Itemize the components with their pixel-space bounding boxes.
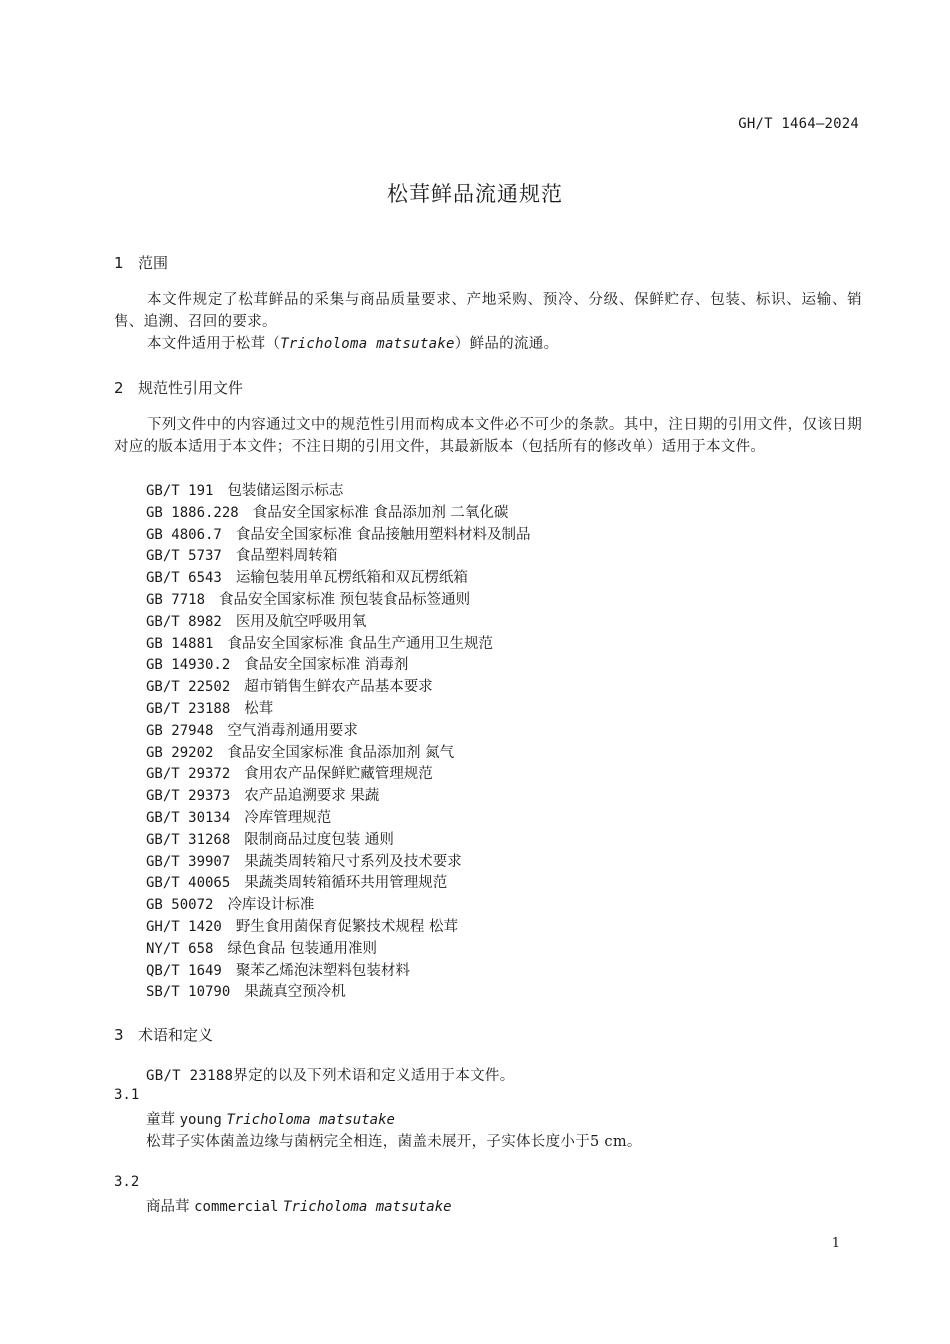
- reference-code: SB/T 10790: [146, 984, 231, 1001]
- reference-title: 聚苯乙烯泡沫塑料包装材料: [235, 962, 410, 979]
- reference-title: 空气消毒剂通用要求: [227, 722, 358, 739]
- reference-code: GB/T 30134: [146, 809, 231, 826]
- reference-item: [146, 917, 530, 939]
- reference-code: QB/T 1649: [146, 962, 222, 979]
- term-definition: 松茸子实体菌盖边缘与菌柄完全相连，菌盖未展开，子实体长度小于5 cm。: [146, 1134, 642, 1150]
- references-intro: 下列文件中的内容通过文中的规范性引用而构成本文件必不可少的条款。其中，注日期的引用文件，仅该日期对应的版本适用于本文件；不注日期的引用文件，其最新版本（包括所有的修改单）适用于本文件。: [114, 417, 862, 455]
- reference-item: [146, 721, 530, 743]
- reference-code: GB/T 8982: [146, 613, 222, 630]
- reference-code: NY/T 658: [146, 940, 214, 957]
- term-number: 3.1: [114, 1087, 140, 1103]
- reference-code: GB 7718: [146, 591, 206, 608]
- reference-code: GB/T 22502: [146, 679, 231, 696]
- reference-title: 包装储运图示标志: [227, 483, 344, 499]
- reference-item: [146, 634, 530, 656]
- reference-title: 食用农产品保鲜贮藏管理规范: [244, 766, 433, 783]
- reference-title: 冷库设计标准: [227, 897, 315, 914]
- reference-item: [146, 873, 530, 895]
- reference-title: 果蔬真空预冷机: [244, 984, 346, 1001]
- reference-code: GB/T 29373: [146, 788, 231, 805]
- reference-item: [146, 852, 530, 874]
- reference-code: GB/T 23188: [146, 1068, 234, 1084]
- reference-code: GB/T 40065: [146, 875, 231, 892]
- reference-code: GB 4806.7: [146, 526, 222, 543]
- term-heading: [146, 1108, 395, 1129]
- reference-item: [146, 895, 530, 917]
- reference-title: 果蔬类周转箱尺寸系列及技术要求: [244, 853, 462, 870]
- reference-title: 冷库管理规范: [244, 809, 332, 826]
- reference-code: GB 14930.2: [146, 657, 231, 674]
- reference-code: GB 50072: [146, 897, 214, 914]
- section-number: 1: [114, 254, 124, 272]
- section-number: 2: [114, 379, 124, 397]
- reference-title: 果蔬类周转箱循环共用管理规范: [244, 875, 448, 892]
- section-1-heading: [114, 252, 168, 273]
- reference-title: 食品安全国家标准 消毒剂: [244, 657, 409, 674]
- reference-code: GB/T 29372: [146, 766, 231, 783]
- reference-title: 医用及航空呼吸用氧: [235, 613, 367, 630]
- reference-item: [146, 677, 530, 699]
- reference-title: 食品安全国家标准 食品添加剂 二氧化碳: [252, 504, 509, 521]
- standard-number: GH/T 1464—2024: [738, 116, 859, 132]
- scope-paragraph-2: [114, 334, 862, 356]
- term-latin: Tricholoma matsutake: [226, 1112, 395, 1128]
- reference-code: GB/T 6543: [146, 570, 222, 587]
- reference-title: 食品安全国家标准 食品接触用塑料材料及制品: [235, 526, 531, 543]
- term-latin: Tricholoma matsutake: [283, 1199, 452, 1215]
- reference-title: 绿色食品 包装通用准则: [227, 940, 378, 957]
- document-title: 松茸鲜品流通规范: [387, 182, 563, 206]
- reference-item: [146, 590, 530, 612]
- reference-item: [146, 612, 530, 634]
- reference-code: GB/T 39907: [146, 853, 231, 870]
- reference-item: [146, 982, 530, 1004]
- reference-item: [146, 546, 530, 568]
- section-title: 规范性引用文件: [138, 379, 244, 397]
- reference-item: [146, 655, 530, 677]
- reference-title: 限制商品过度包装 通则: [244, 831, 394, 848]
- reference-title: 野生食用菌保育促繁技术规程 松茸: [235, 918, 458, 935]
- reference-title: 食品塑料周转箱: [235, 548, 338, 565]
- reference-item: [146, 481, 530, 503]
- reference-title: 农产品追溯要求 果蔬: [244, 788, 380, 805]
- scope-text: ）鲜品的流通。: [454, 336, 559, 352]
- reference-code: GB 1886.228: [146, 504, 239, 521]
- section-title: 范围: [138, 254, 169, 272]
- reference-item: [146, 699, 530, 721]
- reference-code: GB 27948: [146, 722, 214, 739]
- reference-code: GB/T 31268: [146, 831, 231, 848]
- reference-code: GB/T 5737: [146, 548, 222, 565]
- terms-intro: [146, 1064, 515, 1085]
- reference-code: GB/T 191: [146, 483, 214, 499]
- term-heading: [146, 1195, 452, 1216]
- reference-title: 超市销售生鲜农产品基本要求: [244, 679, 433, 696]
- scope-text: 本文件适用于松茸（: [147, 336, 281, 352]
- reference-item: [146, 786, 530, 808]
- scope-paragraph-1: 本文件规定了松茸鲜品的采集与商品质量要求、产地采购、预冷、分级、保鲜贮存、包装、标识、运输、销售、追溯、召回的要求。: [114, 292, 862, 330]
- reference-item: [146, 830, 530, 852]
- reference-item: [146, 808, 530, 830]
- terms-intro-text: 界定的以及下列术语和定义适用于本文件。: [233, 1068, 515, 1084]
- section-2-heading: [114, 377, 243, 398]
- term-en: commercial: [194, 1199, 279, 1215]
- reference-item: [146, 939, 530, 961]
- latin-name: Tricholoma matsutake: [280, 336, 455, 352]
- term-en: young: [179, 1112, 222, 1128]
- reference-item: [146, 503, 530, 525]
- reference-list: [146, 481, 530, 1004]
- term-zh: 童茸: [146, 1112, 175, 1128]
- reference-code: GB 14881: [146, 635, 214, 652]
- reference-code: GB 29202: [146, 744, 214, 761]
- reference-item: [146, 743, 530, 765]
- reference-item: [146, 525, 530, 547]
- reference-title: 食品安全国家标准 预包装食品标签通则: [219, 591, 471, 608]
- term-zh: 商品茸: [146, 1199, 190, 1215]
- section-title: 术语和定义: [138, 1026, 214, 1044]
- section-number: 3: [114, 1026, 124, 1044]
- reference-title: 食品安全国家标准 食品生产通用卫生规范: [227, 635, 494, 652]
- reference-item: [146, 961, 530, 983]
- reference-code: GB/T 23188: [146, 700, 231, 717]
- reference-item: [146, 568, 530, 590]
- section-3-heading: [114, 1024, 213, 1045]
- reference-code: GH/T 1420: [146, 918, 222, 935]
- term-number: 3.2: [114, 1174, 140, 1190]
- reference-title: 食品安全国家标准 食品添加剂 氮气: [227, 744, 455, 761]
- reference-title: 运输包装用单瓦楞纸箱和双瓦楞纸箱: [235, 570, 468, 587]
- page-number: 1: [831, 1236, 840, 1251]
- reference-title: 松茸: [244, 700, 274, 717]
- reference-item: [146, 764, 530, 786]
